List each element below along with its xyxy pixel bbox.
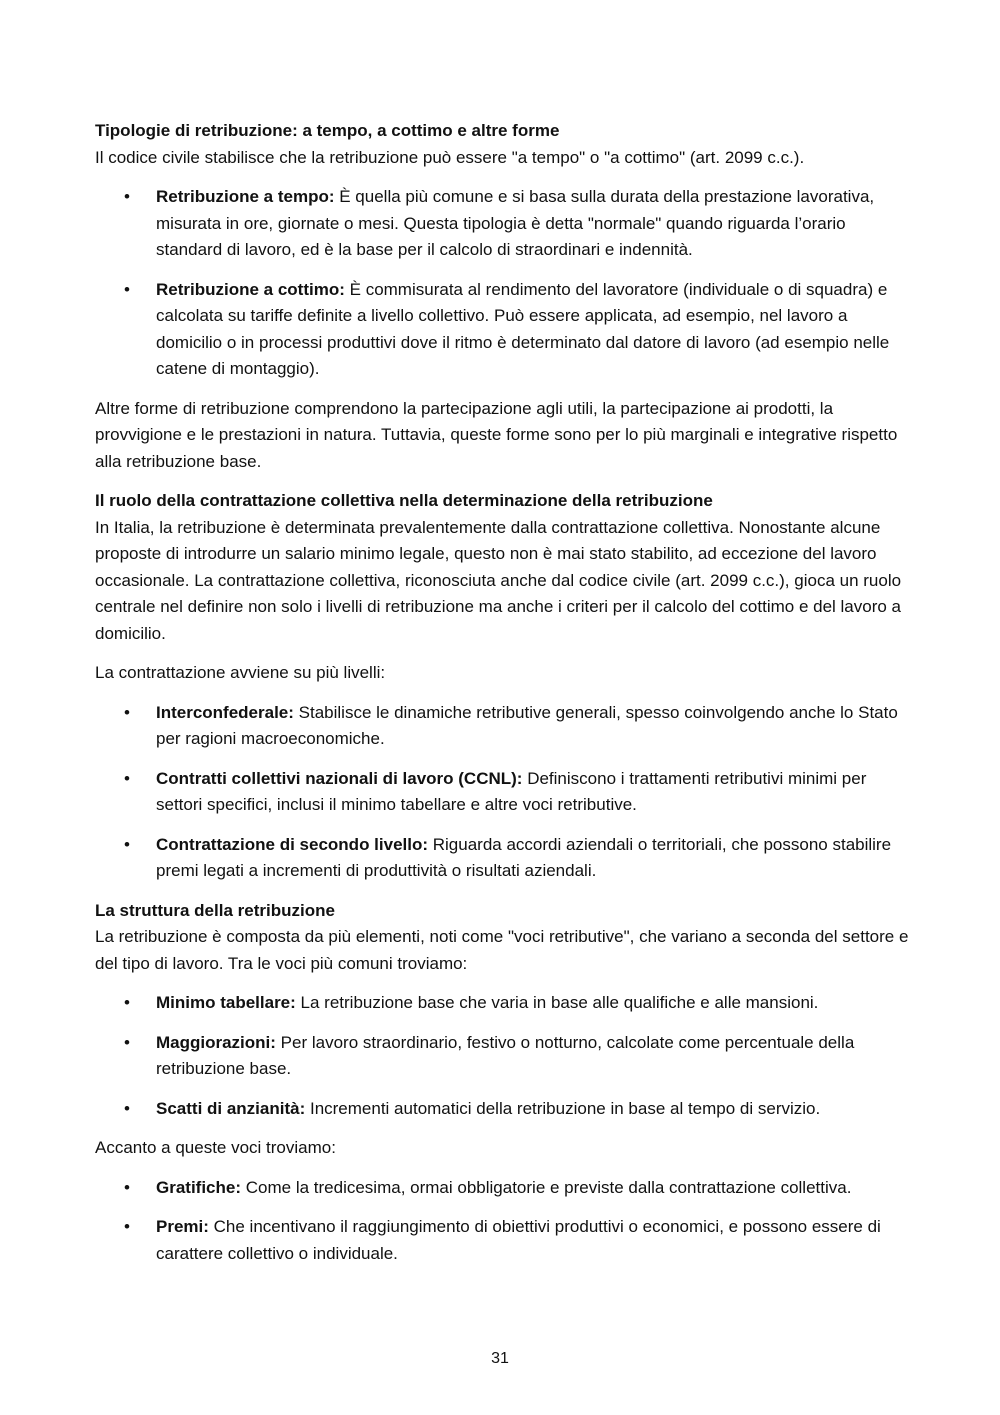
paragraph: In Italia, la retribuzione è determinata prevalentemente dalla contrattazione collettiva. Nonostante alcune proposte di introdurre un salario minimo legale, questo non è mai stato stabilito, ad eccezione del lavoro occasionale. La contrattazione collettiva, riconosciuta anche dal codice civile (art. 2099 c.c.), gioca un ruolo centrale nel definire non solo i livelli di retribuzione ma anche i criteri per il calcolo del cottimo e del lavoro a domicilio. xyxy=(95,517,902,643)
bullet-icon: • xyxy=(124,187,130,206)
paragraph: Altre forme di retribuzione comprendono la partecipazione agli utili, la partecipazione ai prodotti, la provvigione e le prestazioni in natura. Tuttavia, queste forme sono per lo più marginali e integrative rispetto alla retribuzione base. xyxy=(95,398,898,471)
section-struttura xyxy=(95,898,915,1268)
section-tipologie xyxy=(95,118,915,475)
bullet-icon: • xyxy=(124,1032,130,1052)
page-number: 31 xyxy=(491,1350,509,1367)
page-content xyxy=(95,118,915,1280)
section-heading: Il ruolo della contrattazione collettiva nella determinazione della retribuzione xyxy=(95,491,713,510)
list-item-term: Gratifiche: xyxy=(156,1177,242,1197)
bullet-icon: • xyxy=(124,279,130,299)
paragraph: Il codice civile stabilisce che la retribuzione può essere "a tempo" o "a cottimo" (art. 2099 c.c.). xyxy=(95,147,805,167)
bullet-list xyxy=(95,700,915,885)
list-item-term: Retribuzione a cottimo: xyxy=(156,279,345,299)
paragraph: La retribuzione è composta da più elementi, noti come "voci retributive", che variano a seconda del settore e del tipo di lavoro. Tra le voci più comuni troviamo: xyxy=(95,927,909,973)
list-item-text: La retribuzione base che varia in base alle qualifiche e alle mansioni. xyxy=(295,993,819,1012)
list-item xyxy=(95,832,915,885)
list-item xyxy=(95,1096,915,1123)
bullet-icon: • xyxy=(124,768,130,788)
list-item xyxy=(95,277,915,383)
section-contrattazione xyxy=(95,488,915,885)
list-item-term: Interconfederale: xyxy=(156,702,294,722)
list-item-term: Contrattazione di secondo livello: xyxy=(156,834,429,854)
list-item-term: Maggiorazioni: xyxy=(156,1032,276,1052)
paragraph: La contrattazione avviene su più livelli: xyxy=(95,663,386,682)
bullet-icon: • xyxy=(124,993,130,1012)
list-item-text: Come la tredicesima, ormai obbligatorie e previste dalla contrattazione collettiva. xyxy=(241,1177,852,1197)
list-item-text: Incrementi automatici della retribuzione in base al tempo di servizio. xyxy=(305,1098,821,1118)
bullet-list xyxy=(95,990,915,1122)
list-item-text: Riguarda accordi aziendali o territoriali, che possono stabilire premi legati a incrementi di produttività o risultati aziendali. xyxy=(156,834,892,880)
bullet-icon: • xyxy=(124,1217,130,1236)
list-item xyxy=(95,1214,915,1267)
list-item-text: Stabilisce le dinamiche retributive generali, spesso coinvolgendo anche lo Stato per ragioni macroeconomiche. xyxy=(156,702,898,748)
list-item-term: Minimo tabellare: xyxy=(156,993,296,1012)
bullet-list xyxy=(95,184,915,383)
list-item xyxy=(95,184,915,264)
list-item xyxy=(95,990,915,1017)
bullet-list xyxy=(95,1175,915,1268)
list-item xyxy=(95,766,915,819)
list-item-term: Premi: xyxy=(156,1217,209,1236)
bullet-icon: • xyxy=(124,1098,130,1118)
bullet-icon: • xyxy=(124,1177,130,1197)
bullet-icon: • xyxy=(124,834,130,854)
list-item-text: È commisurata al rendimento del lavoratore (individuale o di squadra) e calcolata su tariffe definite a livello collettivo. Può essere applicata, ad esempio, nel lavoro a domicilio o in processi produttivi dove il ritmo è determinato dal datore di lavoro (ad esempio nelle catene di montaggio). xyxy=(156,279,890,378)
list-item xyxy=(95,700,915,753)
list-item-term: Scatti di anzianità: xyxy=(156,1098,306,1118)
section-heading: La struttura della retribuzione xyxy=(95,900,335,920)
list-item-text: Per lavoro straordinario, festivo o notturno, calcolate come percentuale della retribuzione base. xyxy=(156,1032,855,1078)
section-heading: Tipologie di retribuzione: a tempo, a cottimo e altre forme xyxy=(95,121,560,140)
list-item xyxy=(95,1030,915,1083)
bullet-icon: • xyxy=(124,702,130,722)
list-item-text: Che incentivano il raggiungimento di obiettivi produttivi o economici, e possono essere di carattere collettivo o individuale. xyxy=(156,1217,881,1263)
list-item-term: Retribuzione a tempo: xyxy=(156,187,335,206)
list-item-term: Contratti collettivi nazionali di lavoro (CCNL): xyxy=(156,768,523,788)
list-item xyxy=(95,1175,915,1202)
paragraph: Accanto a queste voci troviamo: xyxy=(95,1138,336,1157)
list-item-text: È quella più comune e si basa sulla durata della prestazione lavorativa, misurata in ore, giornate o mesi. Questa tipologia è detta "normale" quando riguarda l’orario standard di lavoro, ed è la base per il calcolo di straordinari e indennità. xyxy=(156,187,875,259)
list-item-text: Definiscono i trattamenti retributivi minimi per settori specifici, inclusi il minimo tabellare e altre voci retributive. xyxy=(156,768,867,814)
